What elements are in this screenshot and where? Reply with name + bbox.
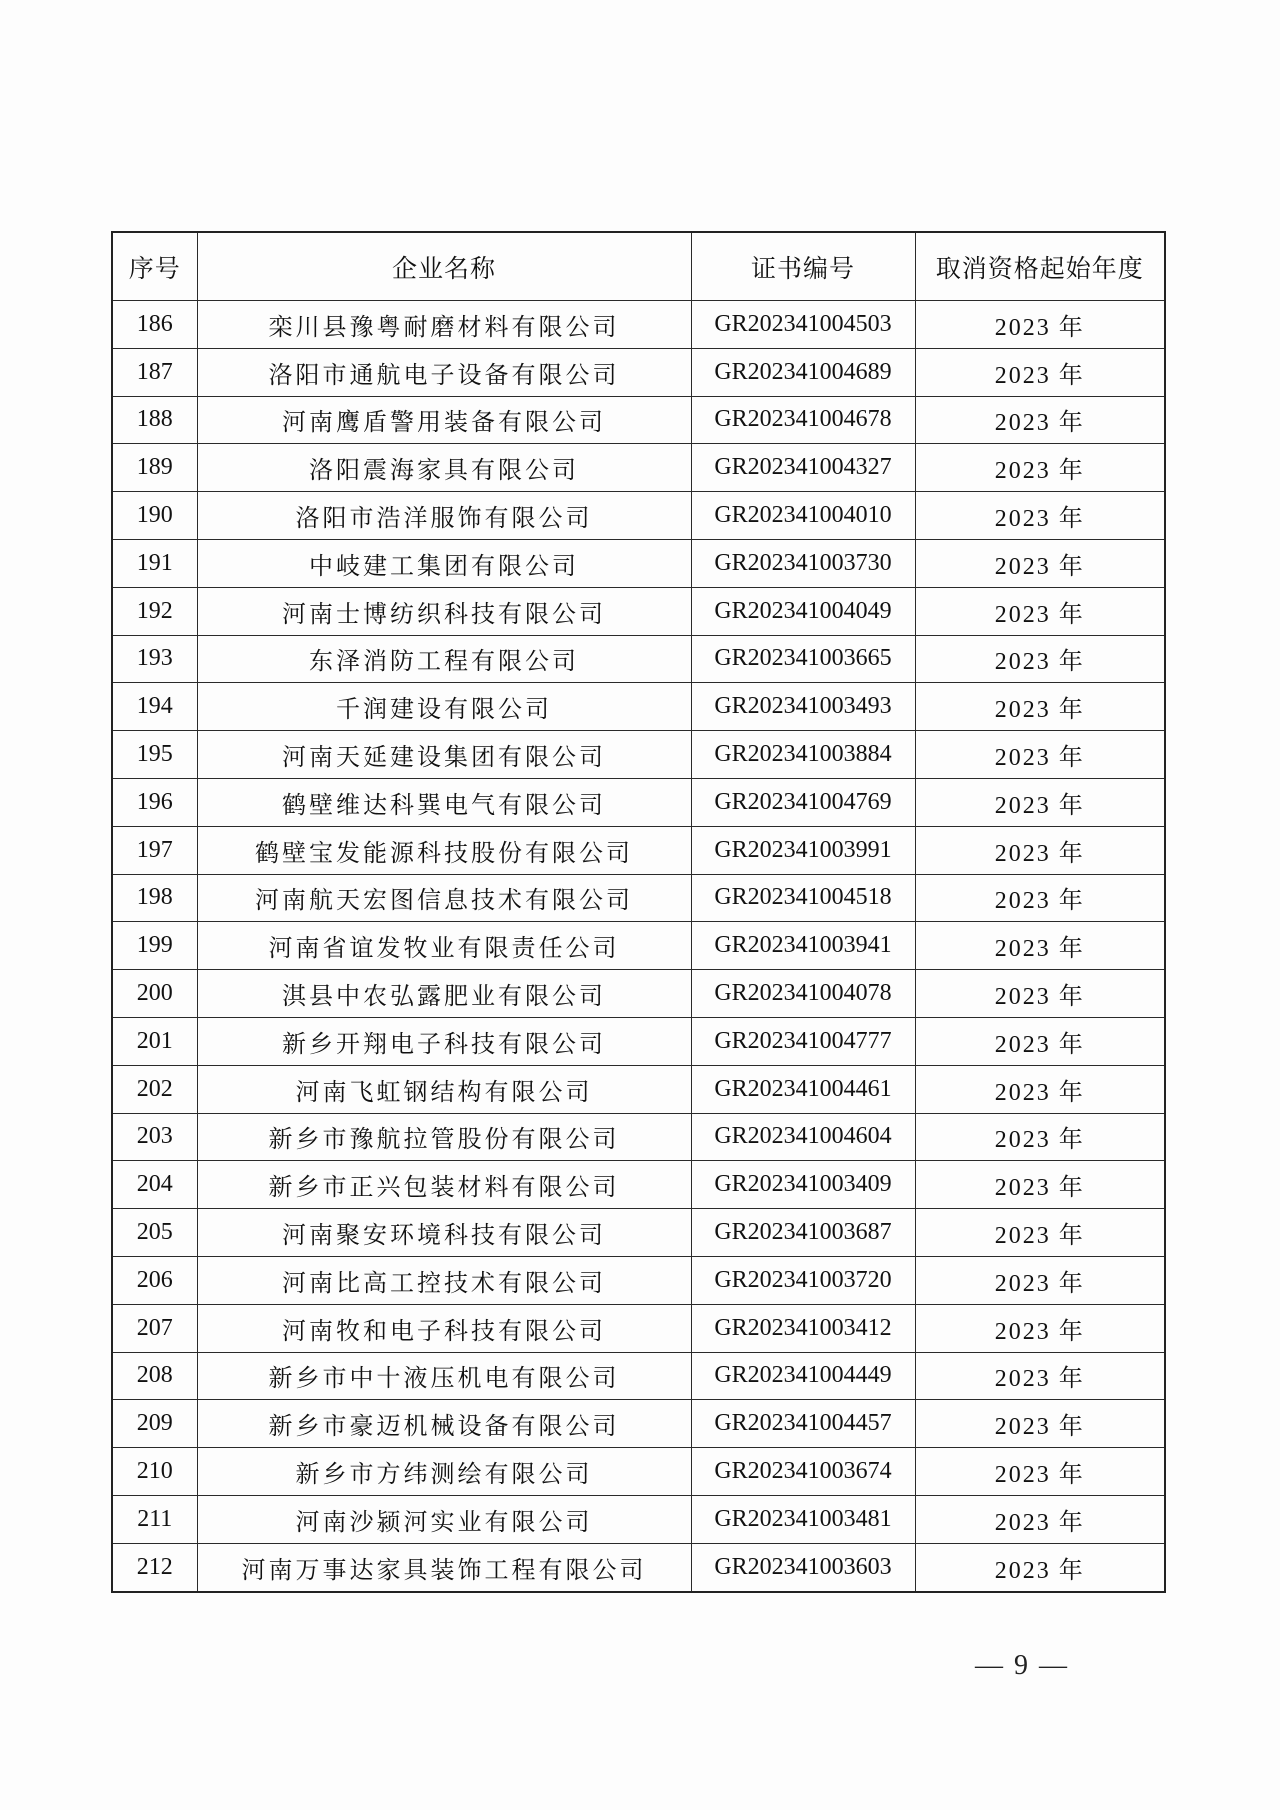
row-company-name: 河南牧和电子科技有限公司 xyxy=(197,1304,691,1352)
row-seq: 202 xyxy=(112,1065,197,1113)
row-certificate-number: GR202341004689 xyxy=(691,348,915,396)
row-revocation-year: 2023 年 xyxy=(915,1448,1165,1496)
table-row xyxy=(112,1065,1165,1113)
table-row xyxy=(112,444,1165,492)
table-row xyxy=(112,396,1165,444)
table-row xyxy=(112,635,1165,683)
row-certificate-number: GR202341004078 xyxy=(691,970,915,1018)
row-certificate-number: GR202341003991 xyxy=(691,826,915,874)
row-certificate-number: GR202341003412 xyxy=(691,1304,915,1352)
table-row xyxy=(112,587,1165,635)
row-revocation-year: 2023 年 xyxy=(915,683,1165,731)
row-certificate-number: GR202341003884 xyxy=(691,731,915,779)
row-revocation-year: 2023 年 xyxy=(915,1304,1165,1352)
table-row xyxy=(112,1304,1165,1352)
row-seq: 192 xyxy=(112,587,197,635)
row-certificate-number: GR202341003665 xyxy=(691,635,915,683)
table-row xyxy=(112,970,1165,1018)
row-company-name: 河南航天宏图信息技术有限公司 xyxy=(197,874,691,922)
table-row xyxy=(112,1161,1165,1209)
row-seq: 197 xyxy=(112,826,197,874)
row-certificate-number: GR202341004518 xyxy=(691,874,915,922)
table-row xyxy=(112,1209,1165,1257)
table-row xyxy=(112,1400,1165,1448)
row-certificate-number: GR202341004604 xyxy=(691,1113,915,1161)
row-seq: 190 xyxy=(112,492,197,540)
row-seq: 207 xyxy=(112,1304,197,1352)
row-certificate-number: GR202341004503 xyxy=(691,301,915,349)
row-company-name: 河南比高工控技术有限公司 xyxy=(197,1256,691,1304)
row-company-name: 河南沙颍河实业有限公司 xyxy=(197,1495,691,1543)
row-seq: 204 xyxy=(112,1161,197,1209)
row-revocation-year: 2023 年 xyxy=(915,444,1165,492)
row-company-name: 河南聚安环境科技有限公司 xyxy=(197,1209,691,1257)
row-revocation-year: 2023 年 xyxy=(915,587,1165,635)
row-certificate-number: GR202341003720 xyxy=(691,1256,915,1304)
table-row xyxy=(112,539,1165,587)
row-certificate-number: GR202341004461 xyxy=(691,1065,915,1113)
row-revocation-year: 2023 年 xyxy=(915,635,1165,683)
row-certificate-number: GR202341004049 xyxy=(691,587,915,635)
row-revocation-year: 2023 年 xyxy=(915,301,1165,349)
row-revocation-year: 2023 年 xyxy=(915,1209,1165,1257)
row-company-name: 新乡开翔电子科技有限公司 xyxy=(197,1017,691,1065)
header-company-name: 企业名称 xyxy=(197,232,691,301)
row-seq: 194 xyxy=(112,683,197,731)
row-revocation-year: 2023 年 xyxy=(915,1543,1165,1591)
table-row xyxy=(112,492,1165,540)
header-certificate-number: 证书编号 xyxy=(691,232,915,301)
row-revocation-year: 2023 年 xyxy=(915,778,1165,826)
row-company-name: 洛阳震海家具有限公司 xyxy=(197,444,691,492)
header-revocation-year: 取消资格起始年度 xyxy=(915,232,1165,301)
table-row xyxy=(112,778,1165,826)
row-seq: 196 xyxy=(112,778,197,826)
row-revocation-year: 2023 年 xyxy=(915,492,1165,540)
row-certificate-number: GR202341003941 xyxy=(691,922,915,970)
row-company-name: 鹤壁宝发能源科技股份有限公司 xyxy=(197,826,691,874)
row-seq: 201 xyxy=(112,1017,197,1065)
page-number: — 9 — xyxy=(975,1650,1069,1681)
row-seq: 193 xyxy=(112,635,197,683)
table-row xyxy=(112,1448,1165,1496)
row-seq: 210 xyxy=(112,1448,197,1496)
row-revocation-year: 2023 年 xyxy=(915,1256,1165,1304)
row-company-name: 新乡市正兴包装材料有限公司 xyxy=(197,1161,691,1209)
row-company-name: 河南省谊发牧业有限责任公司 xyxy=(197,922,691,970)
row-revocation-year: 2023 年 xyxy=(915,1400,1165,1448)
row-company-name: 河南飞虹钢结构有限公司 xyxy=(197,1065,691,1113)
row-certificate-number: GR202341003730 xyxy=(691,539,915,587)
row-certificate-number: GR202341004777 xyxy=(691,1017,915,1065)
row-company-name: 新乡市中十液压机电有限公司 xyxy=(197,1352,691,1400)
table-row xyxy=(112,731,1165,779)
row-revocation-year: 2023 年 xyxy=(915,922,1165,970)
row-certificate-number: GR202341003409 xyxy=(691,1161,915,1209)
table-row xyxy=(112,1017,1165,1065)
row-certificate-number: GR202341004327 xyxy=(691,444,915,492)
row-seq: 206 xyxy=(112,1256,197,1304)
table-row xyxy=(112,683,1165,731)
row-certificate-number: GR202341004678 xyxy=(691,396,915,444)
row-revocation-year: 2023 年 xyxy=(915,1352,1165,1400)
table-row xyxy=(112,874,1165,922)
row-revocation-year: 2023 年 xyxy=(915,731,1165,779)
row-seq: 195 xyxy=(112,731,197,779)
row-revocation-year: 2023 年 xyxy=(915,539,1165,587)
row-company-name: 洛阳市浩洋服饰有限公司 xyxy=(197,492,691,540)
row-certificate-number: GR202341003481 xyxy=(691,1495,915,1543)
row-seq: 203 xyxy=(112,1113,197,1161)
row-company-name: 千润建设有限公司 xyxy=(197,683,691,731)
row-seq: 209 xyxy=(112,1400,197,1448)
row-revocation-year: 2023 年 xyxy=(915,1161,1165,1209)
row-seq: 200 xyxy=(112,970,197,1018)
row-revocation-year: 2023 年 xyxy=(915,1113,1165,1161)
table-row xyxy=(112,1256,1165,1304)
row-seq: 208 xyxy=(112,1352,197,1400)
row-certificate-number: GR202341004457 xyxy=(691,1400,915,1448)
table-row xyxy=(112,1495,1165,1543)
row-seq: 186 xyxy=(112,301,197,349)
row-revocation-year: 2023 年 xyxy=(915,1017,1165,1065)
table-row xyxy=(112,1543,1165,1591)
revoked-certificates-table xyxy=(111,231,1166,1593)
row-company-name: 淇县中农弘露肥业有限公司 xyxy=(197,970,691,1018)
row-company-name: 东泽消防工程有限公司 xyxy=(197,635,691,683)
row-certificate-number: GR202341003687 xyxy=(691,1209,915,1257)
row-certificate-number: GR202341004010 xyxy=(691,492,915,540)
row-seq: 191 xyxy=(112,539,197,587)
row-company-name: 河南鹰盾警用装备有限公司 xyxy=(197,396,691,444)
table-row xyxy=(112,301,1165,349)
table-body xyxy=(112,301,1165,1592)
row-seq: 188 xyxy=(112,396,197,444)
row-seq: 199 xyxy=(112,922,197,970)
row-company-name: 河南万事达家具装饰工程有限公司 xyxy=(197,1543,691,1591)
row-revocation-year: 2023 年 xyxy=(915,1495,1165,1543)
row-company-name: 新乡市豪迈机械设备有限公司 xyxy=(197,1400,691,1448)
row-revocation-year: 2023 年 xyxy=(915,348,1165,396)
row-company-name: 鹤壁维达科巽电气有限公司 xyxy=(197,778,691,826)
row-revocation-year: 2023 年 xyxy=(915,874,1165,922)
row-seq: 205 xyxy=(112,1209,197,1257)
row-company-name: 新乡市方纬测绘有限公司 xyxy=(197,1448,691,1496)
table-row xyxy=(112,1352,1165,1400)
row-company-name: 洛阳市通航电子设备有限公司 xyxy=(197,348,691,396)
row-company-name: 河南士博纺织科技有限公司 xyxy=(197,587,691,635)
row-seq: 187 xyxy=(112,348,197,396)
table-row xyxy=(112,922,1165,970)
row-certificate-number: GR202341004449 xyxy=(691,1352,915,1400)
row-certificate-number: GR202341003674 xyxy=(691,1448,915,1496)
table-header-row xyxy=(112,232,1165,301)
table-row xyxy=(112,826,1165,874)
row-certificate-number: GR202341003493 xyxy=(691,683,915,731)
row-company-name: 河南天延建设集团有限公司 xyxy=(197,731,691,779)
row-certificate-number: GR202341003603 xyxy=(691,1543,915,1591)
table-row xyxy=(112,1113,1165,1161)
row-company-name: 新乡市豫航拉管股份有限公司 xyxy=(197,1113,691,1161)
row-revocation-year: 2023 年 xyxy=(915,396,1165,444)
row-seq: 211 xyxy=(112,1495,197,1543)
row-certificate-number: GR202341004769 xyxy=(691,778,915,826)
header-seq: 序号 xyxy=(112,232,197,301)
row-company-name: 栾川县豫粤耐磨材料有限公司 xyxy=(197,301,691,349)
row-seq: 189 xyxy=(112,444,197,492)
row-revocation-year: 2023 年 xyxy=(915,970,1165,1018)
row-revocation-year: 2023 年 xyxy=(915,1065,1165,1113)
table-row xyxy=(112,348,1165,396)
row-seq: 198 xyxy=(112,874,197,922)
row-seq: 212 xyxy=(112,1543,197,1591)
row-revocation-year: 2023 年 xyxy=(915,826,1165,874)
row-company-name: 中岐建工集团有限公司 xyxy=(197,539,691,587)
